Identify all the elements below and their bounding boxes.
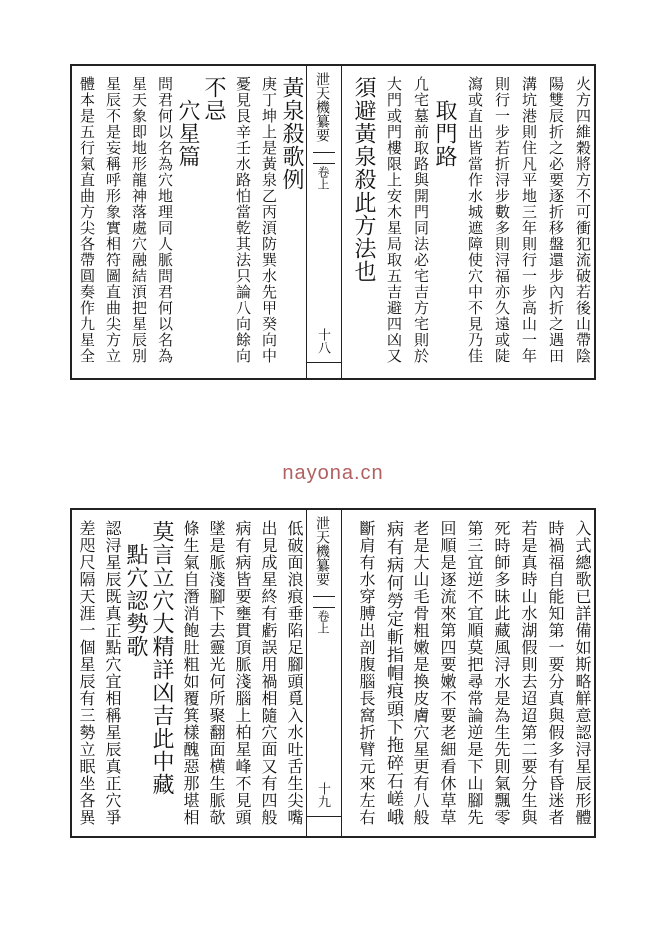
top-right-column-5: 瀉或直出皆當作水城遮障使穴中不見乃佳	[466, 76, 484, 364]
bottom-left-column-1: 低破面浪痕垂陷足腳頭覓入水吐舌生尖嘴	[285, 520, 304, 826]
bottom-left-column-7: 點穴認勢歌	[123, 520, 148, 658]
bottom-right-column-6: 回順是逐流來第四要嫩不要老細看休草草	[438, 520, 457, 826]
bottom-right-column-9: 斷肩有水穿膊出剖腹腦長窩折臂元來左右	[357, 520, 376, 826]
top-gutter-fishtail	[313, 152, 335, 164]
bottom-left-column-5: 條生氣自潛消飽肚粗如覆箕樣醜惡那堪相	[181, 520, 200, 826]
top-left-column-4: 不忌	[201, 76, 226, 122]
bottom-gutter-fishtail	[313, 596, 335, 608]
top-left-column-3: 憂見艮辛壬水路怕當乾其法只論八向餘向	[234, 76, 252, 364]
bottom-right-column-1: 入式總歌已詳備如斯略觧意認浔星辰形體	[573, 520, 592, 826]
top-right-column-6: 取門路	[432, 76, 457, 168]
watermark: nayona.cn	[282, 462, 384, 484]
top-right-column-1: 火方四維穀將方不可衝犯流破若後山帶陰	[574, 76, 592, 364]
page-bottom	[70, 508, 596, 838]
bottom-left-column-9: 差咫尺隔天涯一個星辰有三勢立眠坐各異	[77, 520, 96, 826]
bottom-gutter-title: 泄天機纂要	[314, 516, 330, 586]
top-gutter-page-number: 十八	[315, 328, 330, 354]
bottom-gutter-page-number: 十九	[315, 782, 330, 808]
top-right-column-4: 則行一步若折浔步數多則浔福亦久遠或陡	[493, 76, 511, 364]
bottom-right-column-8: 病有病何勞定斬指帽痕頭下拖碎石嵯峨	[383, 520, 403, 826]
bottom-right-column-4: 死時師多昧此藏風浔水是為生先則氣飄零	[492, 520, 511, 826]
top-gutter-volume: 卷上	[316, 166, 330, 190]
top-left-column-9: 體本是五行氣直曲方尖各帶圓奏作九星全	[78, 76, 96, 364]
bottom-left-column-6: 莫言立穴大精詳凶吉此中藏	[149, 520, 174, 796]
bottom-left-column-3: 病有病皆要壅貫頂脈淺腦上柏星峰不見頭	[233, 520, 252, 826]
bottom-center-gutter	[306, 510, 342, 836]
bottom-right-column-3: 若是真時山水湖假則去迢迢第二要分生與	[519, 520, 538, 826]
top-right-column-2: 陽雙辰折之必要逐折移盤還步內折之遇田	[547, 76, 565, 364]
top-left-column-2: 庚丁坤上是黃泉乙丙湏防巽水先甲癸向中	[260, 76, 278, 364]
top-right-column-8: 大門或門樓限上安木星局取五吉避四凶又	[385, 76, 403, 364]
top-gutter-rule	[307, 362, 341, 363]
top-gutter-title: 泄天機纂要	[314, 72, 330, 142]
top-center-gutter	[306, 66, 342, 378]
page-top	[70, 64, 596, 380]
bottom-left-column-4: 墜是脈淺腳下去靈光何所聚翻面横生脈欹	[207, 520, 226, 826]
bottom-left-column-2: 出見成星終有虧誤用禍相隨穴面又有四般	[259, 520, 278, 826]
bottom-gutter-rule	[307, 816, 341, 817]
top-right-column-3: 溝坑港則住凡平地三年則行一步高山一年	[520, 76, 538, 364]
bottom-left-column-8: 認浔星辰既真正點穴宜相稱星辰真正穴爭	[103, 520, 122, 826]
top-right-column-7: 凢宅墓前取路與開門同法必宅吉方宅則於	[412, 76, 430, 364]
bottom-right-column-2: 時禍福自能知第一要分真與假多有昏迷者	[546, 520, 565, 826]
bottom-gutter-volume: 卷上	[316, 610, 330, 634]
top-left-column-7: 星天象即地形龍神落處穴融結湏把星辰別	[130, 76, 148, 364]
bottom-right-column-7: 老是大山毛骨粗嫩是換皮膚穴星更有八般	[411, 520, 430, 826]
top-left-column-1: 黃泉殺歌例	[279, 76, 304, 191]
top-left-column-8: 星辰不是妄稱呼形象實相符圖直曲尖方立	[104, 76, 122, 364]
top-left-column-5: 穴星篇	[175, 76, 200, 168]
bottom-right-column-5: 第三宜逆不宜順莫把尋常論逆是下山腳先	[465, 520, 484, 826]
top-left-column-6: 問君何以名為穴地理同人脈問君何以名為	[156, 76, 174, 364]
top-right-column-9: 須避黃泉殺此方法也	[351, 76, 376, 283]
